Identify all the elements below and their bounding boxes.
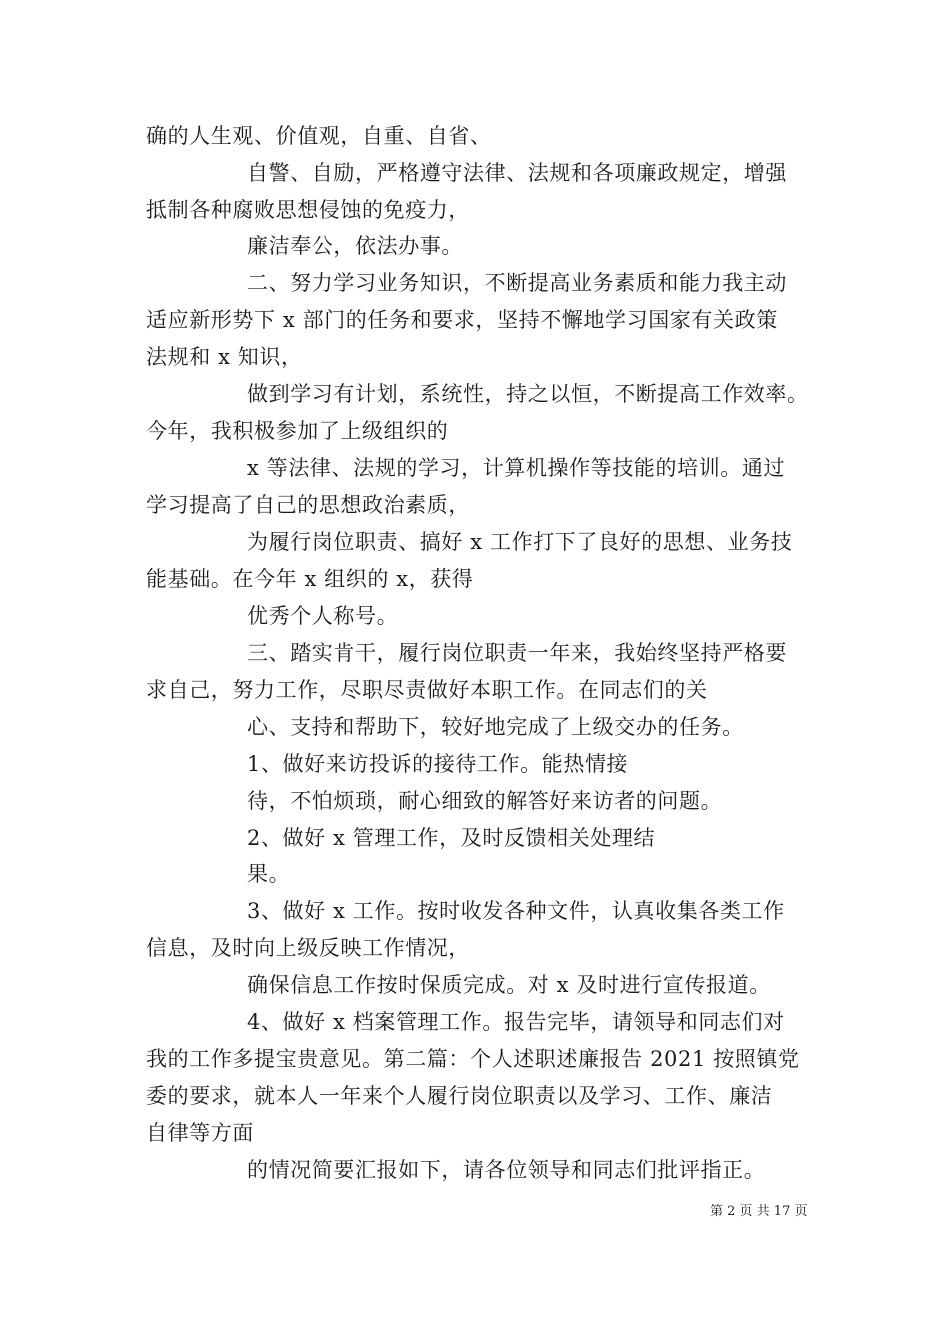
paragraph-line: 自警、自励，严格遵守法律、法规和各项廉政规定，增强 — [247, 161, 787, 185]
page-number-footer: 第 2 页 共 17 页 — [710, 1204, 808, 1219]
paragraph-line: 确保信息工作按时保质完成。对 x 及时进行宣传报道。 — [247, 973, 771, 997]
paragraph-line: 委的要求，就本人一年来个人履行岗位职责以及学习、工作、廉洁 — [146, 1084, 773, 1108]
paragraph-line: 的情况简要汇报如下，请各位领导和同志们批评指正。 — [247, 1158, 766, 1182]
paragraph-line: 确的人生观、价值观，自重、自省、 — [146, 124, 492, 148]
paragraph-line: 二、努力学习业务知识，不断提高业务素质和能力我主动 — [247, 271, 787, 295]
paragraph-line: 2、做好 x 管理工作，及时反馈相关处理结 — [247, 826, 656, 850]
paragraph-line: 适应新形势下 x 部门的任务和要求，坚持不懈地学习国家有关政策 — [146, 308, 778, 332]
paragraph-line: 自律等方面 — [146, 1121, 254, 1145]
paragraph-line: 为履行岗位职责、搞好 x 工作打下了良好的思想、业务技 — [247, 530, 793, 554]
paragraph-line: 3、做好 x 工作。按时收发各种文件，认真收集各类工作 — [247, 899, 785, 923]
paragraph-line: 今年，我积极参加了上级组织的 — [146, 419, 449, 443]
paragraph-line: 1、做好来访投诉的接待工作。能热情接 — [247, 752, 629, 776]
paragraph-line: 做到学习有计划，系统性，持之以恒，不断提高工作效率。 — [247, 382, 809, 406]
paragraph-line: 果。 — [247, 862, 291, 886]
paragraph-line: x 等法律、法规的学习，计算机操作等技能的培训。通过 — [247, 456, 786, 480]
paragraph-line: 4、做好 x 档案管理工作。报告完毕，请领导和同志们对 — [247, 1010, 785, 1034]
paragraph-line: 心、支持和帮助下，较好地完成了上级交办的任务。 — [247, 715, 744, 739]
paragraph-line: 我的工作多提宝贵意见。第二篇：个人述职述廉报告 2021 按照镇党 — [146, 1047, 800, 1071]
paragraph-line: 能基础。在今年 x 组织的 x，获得 — [146, 567, 474, 591]
paragraph-line: 信息，及时向上级反映工作情况， — [146, 936, 470, 960]
paragraph-line: 学习提高了自己的思想政治素质， — [146, 493, 470, 517]
paragraph-line: 优秀个人称号。 — [247, 604, 399, 628]
paragraph-line: 求自己，努力工作，尽职尽责做好本职工作。在同志们的关 — [146, 678, 708, 702]
paragraph-line: 三、踏实肯干，履行岗位职责一年来，我始终坚持严格要 — [247, 641, 787, 665]
paragraph-line: 廉洁奉公，依法办事。 — [247, 234, 463, 258]
paragraph-line: 抵制各种腐败思想侵蚀的免疫力， — [146, 198, 470, 222]
paragraph-line: 法规和 x 知识， — [146, 345, 303, 369]
paragraph-line: 待，不怕烦琐，耐心细致的解答好来访者的问题。 — [247, 789, 723, 813]
